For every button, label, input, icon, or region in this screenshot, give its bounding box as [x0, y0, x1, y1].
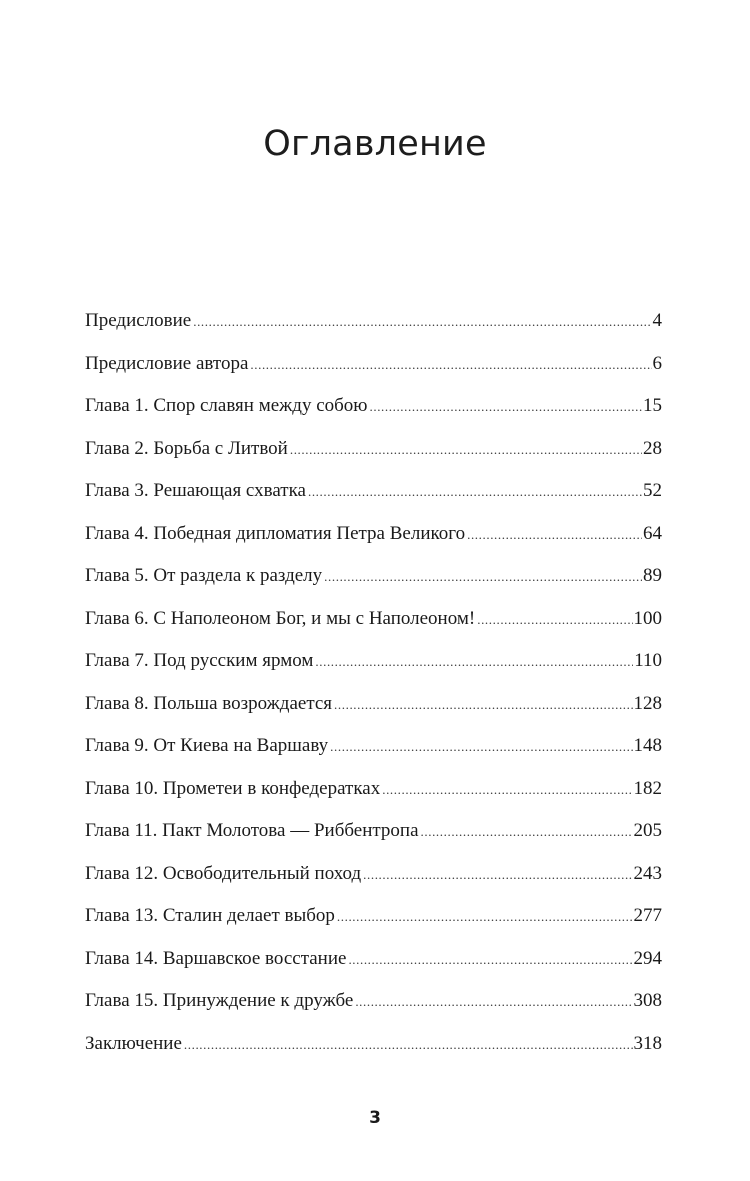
toc-entry-label: Глава 14. Варшавское восстание [85, 947, 347, 969]
dot-leader [421, 817, 633, 847]
toc-entry-label: Предисловие автора [85, 352, 249, 374]
toc-entry-page: 318 [633, 1032, 662, 1054]
dot-leader [334, 690, 632, 720]
dot-leader [324, 562, 642, 592]
toc-entry-page: 205 [633, 820, 662, 841]
toc-entry-label: Глава 6. С Наполеоном Бог, и мы с Наполеоном! [85, 607, 476, 629]
toc-entry-author-preface[interactable] [85, 349, 662, 392]
toc-entry-label: Глава 5. От раздела к разделу [85, 565, 323, 586]
toc-entry-chapter-4[interactable] [85, 519, 662, 562]
toc-entry-page: 148 [633, 735, 662, 756]
toc-entry-label: Глава 12. Освободительный поход [85, 862, 362, 884]
toc-entry-page: 110 [634, 650, 662, 671]
toc-entry-page: 15 [643, 395, 662, 416]
toc-entry-page: 4 [652, 310, 662, 331]
toc-entry-chapter-15[interactable] [85, 986, 662, 1029]
table-of-contents [85, 306, 662, 1071]
toc-entry-chapter-1[interactable] [85, 391, 662, 434]
toc-entry-chapter-12[interactable] [85, 859, 662, 902]
dot-leader [193, 307, 651, 337]
toc-entry-label: Глава 9. От Киева на Варшаву [85, 735, 329, 756]
dot-leader [184, 1030, 633, 1060]
toc-entry-page: 243 [633, 862, 662, 884]
toc-entry-page: 128 [633, 692, 662, 714]
toc-entry-label: Глава 13. Сталин делает выбор [85, 905, 335, 926]
toc-entry-page: 182 [633, 777, 662, 799]
toc-entry-page: 52 [643, 480, 662, 501]
page-number: 3 [369, 1108, 381, 1128]
toc-entry-label: Глава 2. Борьба с Литвой [85, 437, 288, 459]
toc-entry-chapter-14[interactable] [85, 944, 662, 987]
toc-entry-chapter-2[interactable] [85, 434, 662, 477]
toc-entry-page: 100 [633, 607, 662, 629]
dot-leader [330, 732, 632, 762]
toc-entry-chapter-5[interactable] [85, 561, 662, 604]
toc-entry-label: Заключение [85, 1032, 182, 1054]
toc-entry-label: Глава 1. Спор славян между собою [85, 395, 368, 416]
dot-leader [250, 350, 651, 380]
toc-entry-chapter-3[interactable] [85, 476, 662, 519]
toc-entry-chapter-6[interactable] [85, 604, 662, 647]
dot-leader [348, 945, 632, 975]
toc-entry-chapter-13[interactable] [85, 901, 662, 944]
toc-entry-label: Глава 4. Победная дипломатия Петра Великого [85, 522, 466, 544]
dot-leader [382, 775, 632, 805]
toc-entry-page: 89 [643, 565, 662, 586]
dot-leader [337, 902, 633, 932]
page-title: Оглавление [263, 124, 487, 164]
toc-entry-chapter-8[interactable] [85, 689, 662, 732]
dot-leader [290, 435, 642, 465]
toc-entry-label: Глава 7. Под русским ярмом [85, 650, 314, 671]
dot-leader [315, 647, 633, 677]
dot-leader [370, 392, 643, 422]
toc-entry-page: 277 [633, 905, 662, 926]
toc-entry-label: Глава 15. Принуждение к дружбе [85, 990, 354, 1011]
toc-entry-label: Глава 3. Решающая схватка [85, 480, 306, 501]
dot-leader [308, 477, 642, 507]
toc-entry-label: Глава 8. Польша возрождается [85, 692, 333, 714]
dot-leader [477, 605, 632, 635]
toc-entry-page: 64 [643, 522, 662, 544]
toc-entry-chapter-9[interactable] [85, 731, 662, 774]
toc-entry-preface[interactable] [85, 306, 662, 349]
dot-leader [363, 860, 632, 890]
toc-entry-chapter-11[interactable] [85, 816, 662, 859]
dot-leader [355, 987, 632, 1017]
toc-entry-page: 294 [633, 947, 662, 969]
toc-entry-chapter-10[interactable] [85, 774, 662, 817]
toc-entry-page: 28 [643, 437, 662, 459]
dot-leader [467, 520, 642, 550]
toc-entry-page: 308 [633, 990, 662, 1011]
toc-entry-page: 6 [652, 352, 662, 374]
toc-entry-conclusion[interactable] [85, 1029, 662, 1072]
toc-entry-chapter-7[interactable] [85, 646, 662, 689]
toc-entry-label: Глава 10. Прометеи в конфедератках [85, 777, 381, 799]
toc-entry-label: Предисловие [85, 310, 192, 331]
toc-entry-label: Глава 11. Пакт Молотова — Риббентропа [85, 820, 419, 841]
